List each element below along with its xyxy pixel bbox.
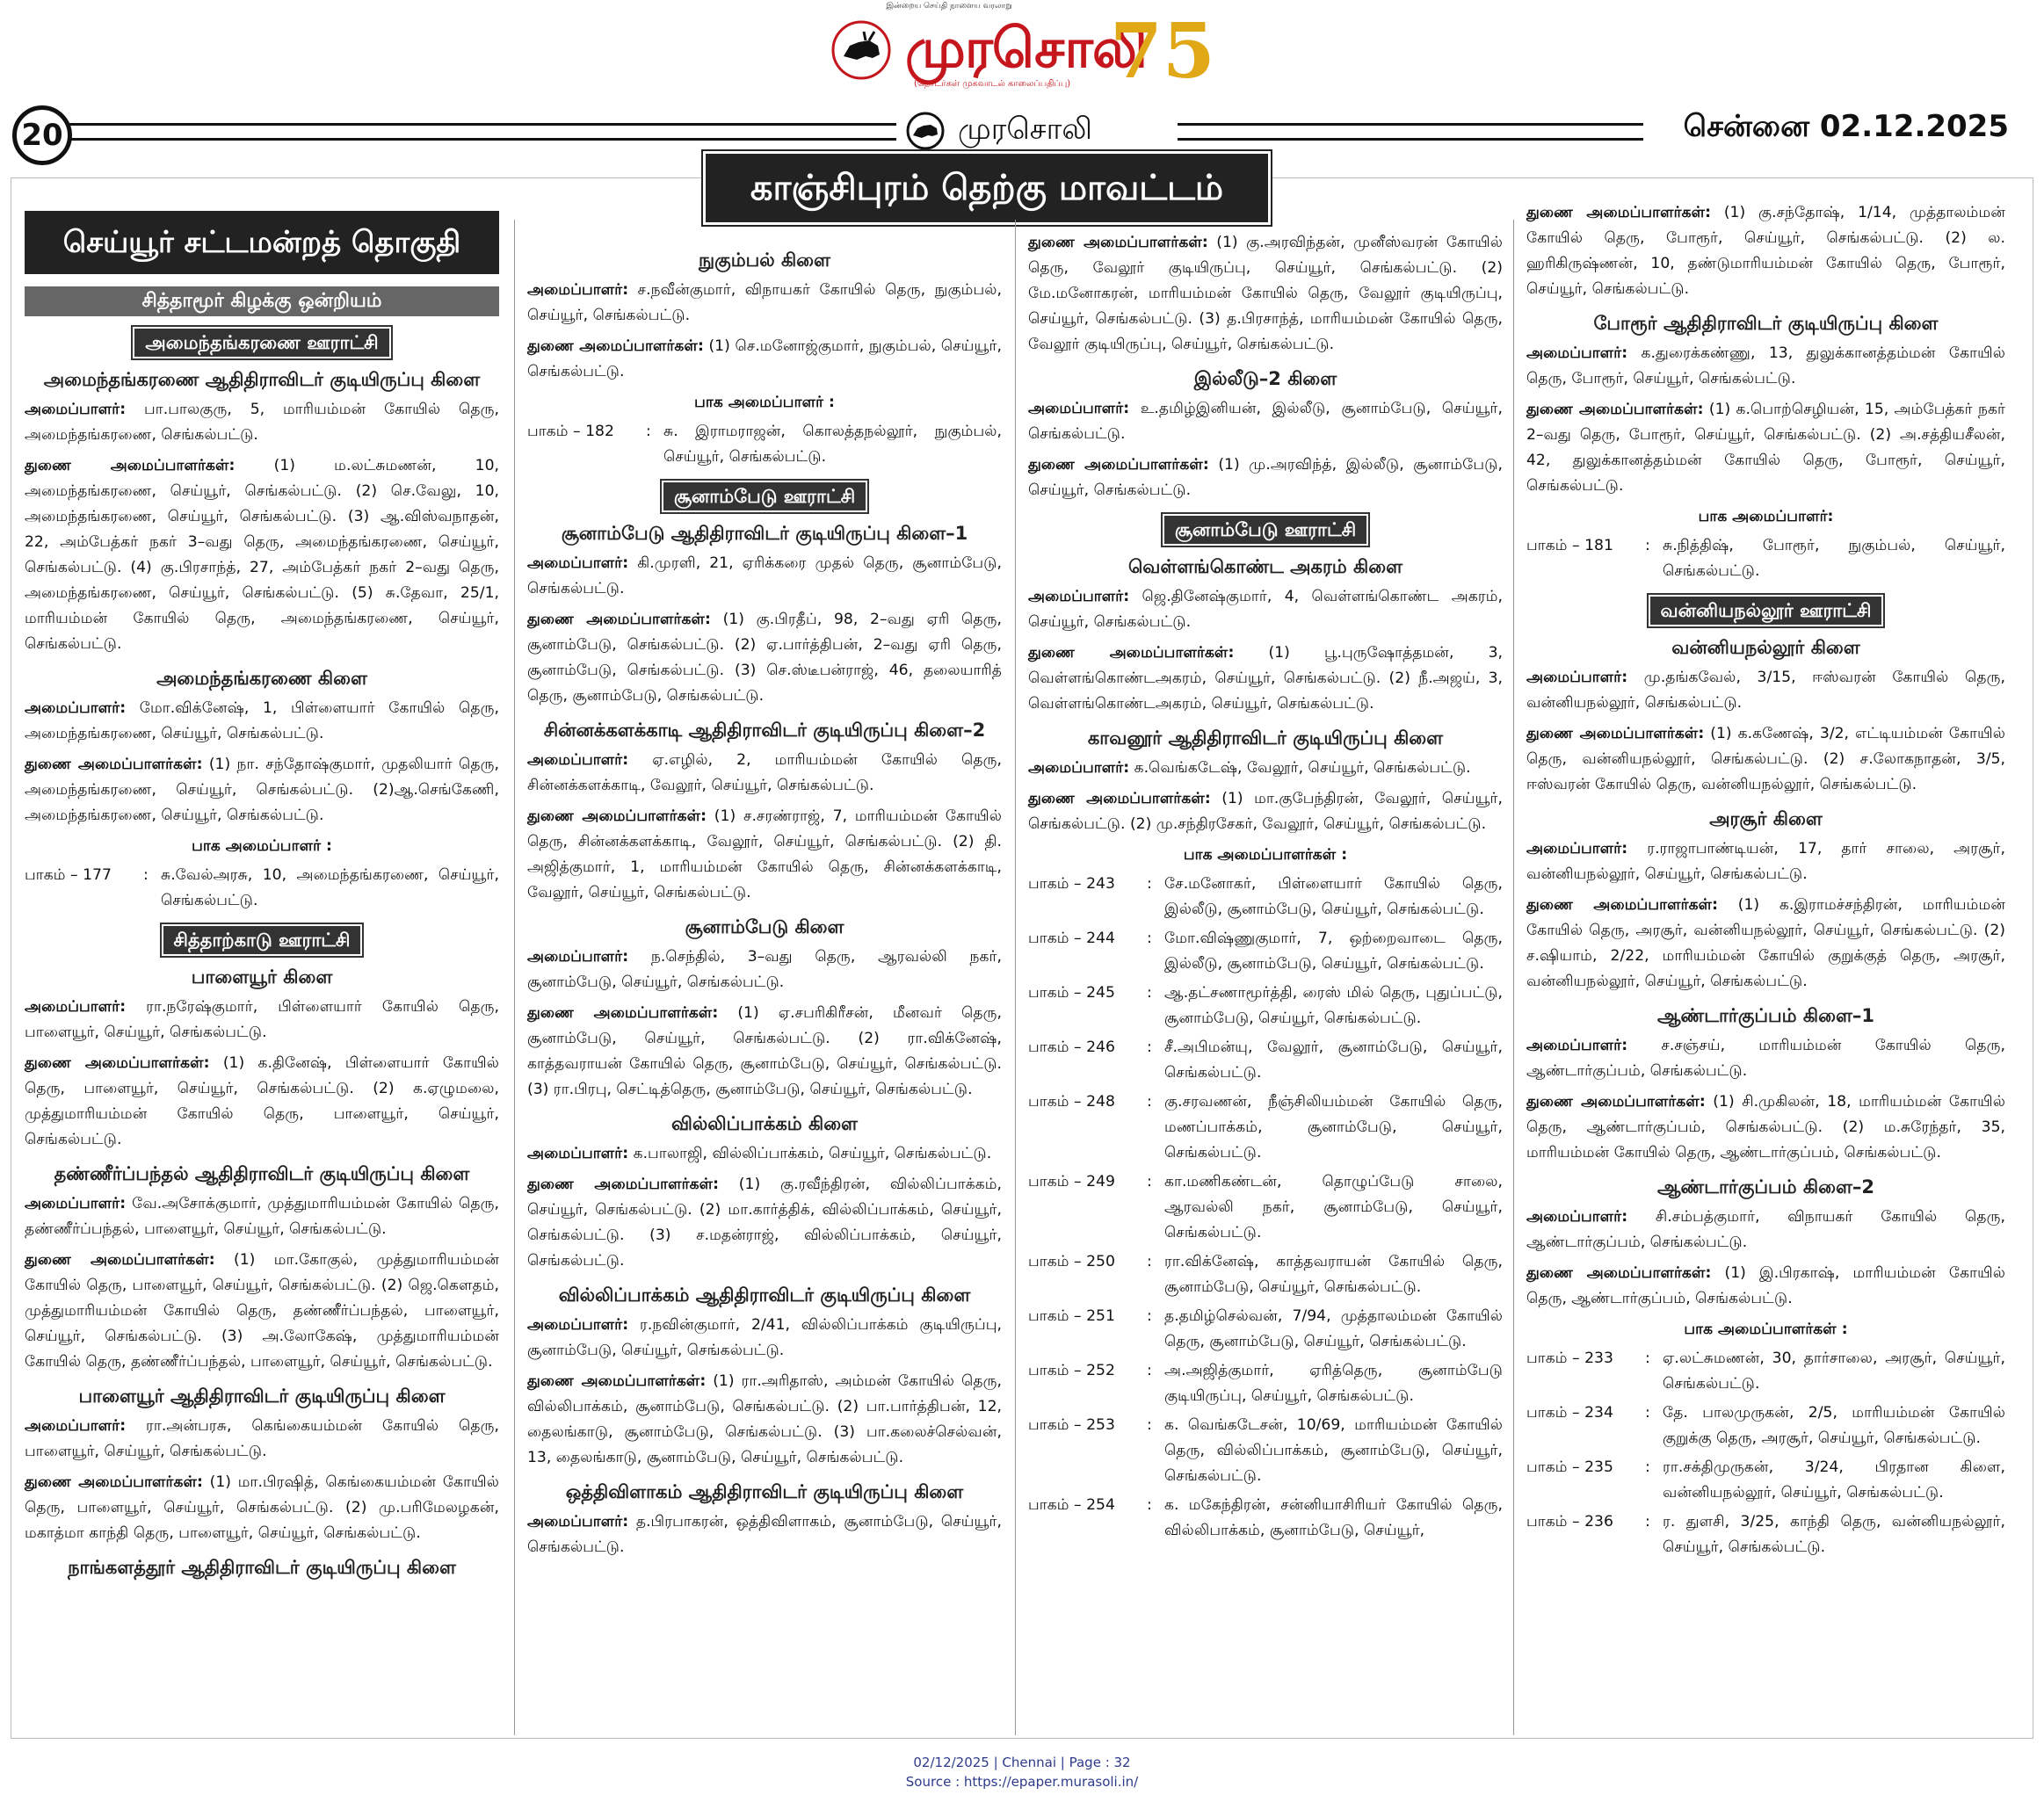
bull-emblem-icon (905, 111, 946, 151)
branch-title: வெள்ளங்கொண்ட அகரம் கிளை (1127, 556, 1403, 577)
deputy-organizers-entry: துணை அமைப்பாளர்கள்: (1) மு.அரவிந்த், இல்லீடு, சூனாம்பேடு, செய்யூர், செங்கல்பட்டு. (1028, 456, 1503, 499)
organizer-entry: அமைப்பாளர்: த.பிரபாகரன், ஒத்திவிளாகம், சூனாம்பேடு, செய்யூர், செங்கல்பட்டு. (527, 1513, 1002, 1556)
part-row: பாகம் – 235 : ரா.சக்திமுருகன், 3/24, பிரதான கிளை, வன்னியநல்லூர், செய்யூர், செங்கல்பட்டு. (1526, 1458, 2005, 1502)
organizer-entry: அமைப்பாளர்: ரா.நரேஷ்குமார், பிள்ளையார் கோயில் தெரு, பாளையூர், செய்யூர், செங்கல்பட்டு. (25, 998, 499, 1041)
branch-title: சூனாம்பேடு கிளை (685, 916, 844, 937)
page-header-bar (9, 105, 2035, 158)
organizer-entry: அமைப்பாளர்: ஜெ.தினேஷ்குமார், 4, வெள்ளங்கொண்ட அகரம், செய்யூர், செங்கல்பட்டு. (1028, 588, 1503, 631)
deputy-organizers-entry: துணை அமைப்பாளர்கள்: (1) ஏ.சபரிகிரீசன், மீனவர் தெரு, சூனாம்பேடு, செய்யூர், செங்கல்பட்டு. (2) ரா.விக்னேஷ், காத்தவராயன் கோயில் தெரு, சூனாம்பேடு, செய்யூர், செங்கல்பட்டு. (3) ரா.பிரபு, செட்டித்தெரு, சூனாம்பேடு, செய்யூர், செங்கல்பட்டு. (527, 1004, 1002, 1098)
bull-emblem-icon (830, 19, 892, 81)
part-row: பாகம் – 252 : அ.அஜித்குமார், ஏரித்தெரு, சூனாம்பேடு குடியிருப்பு, செய்யூர், செங்கல்பட்டு. (1028, 1362, 1503, 1405)
part-row: பாகம் – 181 : சு.நித்திஷ், போரூர், நுகும்பல், செய்யூர், செங்கல்பட்டு. (1526, 537, 2005, 580)
page-number: 20 (12, 105, 72, 165)
branch-title: அமைந்தங்கரணை கிளை (156, 668, 367, 689)
organizer-entry: அமைப்பாளர்: க.பாலாஜி, வில்லிப்பாக்கம், செய்யூர், செங்கல்பட்டு. (527, 1145, 992, 1162)
branch-title: இல்லீடு–2 கிளை (1193, 368, 1337, 389)
masthead-tagline: இன்றைய செய்தி நாளைய வரலாறு (886, 2, 1012, 11)
deputy-organizers-entry: துணை அமைப்பாளர்கள்: (1) மா.கோகுல், முத்துமாரியம்மன் கோயில் தெரு, பாளையூர், செய்யூர், செங்கல்பட்டு. (2) ஜெ.கௌதம், முத்துமாரியம்மன் கோயில் தெரு, தண்ணீர்ப்பந்தல், பாளையூர், செய்யூர், செங்கல்பட்டு. (3) அ.லோகேஷ், முத்துமாரியம்மன் கோயில் தெரு, தண்ணீர்ப்பந்தல், பாளையூர், செய்யூர், செங்கல்பட்டு. (25, 1251, 499, 1371)
district-title: காஞ்சிபுரம் தெற்கு மாவட்டம் (703, 151, 1271, 225)
organizer-entry: அமைப்பாளர்: ர.ராஜாபாண்டியன், 17, தார் சாலை, அரசூர், வன்னியநல்லூர், செய்யூர், செங்கல்பட்டு. (1526, 840, 2005, 883)
branch-title: தண்ணீர்ப்பந்தல் ஆதிதிராவிடர் குடியிருப்பு கிளை (54, 1163, 470, 1184)
column-divider (1015, 220, 1016, 1735)
branch-title: நுகும்பல் கிளை (699, 250, 830, 271)
deputy-organizers-entry: துணை அமைப்பாளர்கள்: (1) சி.முகிலன், 18, மாரியம்மன் கோயில் தெரு, ஆண்டார்குப்பம், செங்கல்பட்டு. (2) ம.சுரேந்தர், 35, மாரியம்மன் கோயில் தெரு, ஆண்டார்குப்பம், செங்கல்பட்டு. (1526, 1093, 2005, 1162)
part-row: பாகம் – 182 : சு. இராமராஜன், கொலத்தநல்லூர், நுகும்பல், செய்யூர், செங்கல்பட்டு. (527, 423, 1002, 466)
part-row: பாகம் – 249 : கா.மணிகண்டன், தொழுப்பேடு சாலை, ஆரவல்லி நகர், சூனாம்பேடு, செய்யூர், செங்கல்பட்டு. (1028, 1173, 1503, 1241)
organizer-entry: அமைப்பாளர்: ஏ.எழில், 2, மாரியம்மன் கோயில் தெரு, சின்னக்களக்காடி, வேலூர், செய்யூர், செங்கல்பட்டு. (527, 751, 1002, 794)
panchayat-tag: சூனாம்பேடு ஊராட்சி (662, 481, 867, 512)
panchayat-tag: சித்தாற்காடு ஊராட்சி (162, 924, 363, 956)
header-brand (905, 109, 1169, 153)
footer-source-link[interactable]: Source : https://epaper.murasoli.in/ (905, 1774, 1139, 1790)
organizer-entry: அமைப்பாளர்: ந.செந்தில், 3–வது தெரு, ஆரவல்லி நகர், சூனாம்பேடு, செய்யூர், செங்கல்பட்டு. (527, 948, 1002, 991)
deputy-organizers-entry: துணை அமைப்பாளர்கள்: (1) மா.பிரஷித், கெங்கையம்மன் கோயில் தெரு, பாளையூர், செய்யூர், செங்கல்பட்டு. (2) மு.பரிமேலழகன், மகாத்மா காந்தி தெரு, பாளையூர், செய்யூர், செங்கல்பட்டு. (25, 1473, 499, 1542)
deputy-organizers-entry: துணை அமைப்பாளர்கள்: (1) மா.குபேந்திரன், வேலூர், செய்யூர், செங்கல்பட்டு. (2) மு.சந்திரசேகர், வேலூர், செய்யூர், செங்கல்பட்டு. (1028, 790, 1503, 833)
page-footer (0, 1753, 2044, 1791)
deputy-organizers-entry: துணை அமைப்பாளர்கள்: (1) கு.அரவிந்தன், முனீஸ்வரன் கோயில் தெரு, வேலூர் குடியிருப்பு, செய்யூர், செங்கல்பட்டு. (2) மே.மனோகரன், மாரியம்மன் கோயில் தெரு, வேலூர் குடியிருப்பு, செய்யூர், செங்கல்பட்டு. (3) த.பிரசாந்த், மாரியம்மன் கோயில் தெரு, வேலூர் குடியிருப்பு, செய்யூர், செங்கல்பட்டு. (1028, 234, 1503, 353)
deputy-organizers-entry: துணை அமைப்பாளர்கள்: (1) கு.சந்தோஷ், 1/14, முத்தாலம்மன் கோயில் தெரு, போரூர், செய்யூர், செங்கல்பட்டு. (2) ல. ஹரிகிருஷ்ணன், 10, தண்டுமாரியம்மன் கோயில் தெரு, போரூர், செய்யூர், செங்கல்பட்டு. (1526, 204, 2005, 298)
column-2 (527, 239, 1002, 1566)
panchayat-tag: அமைந்தங்கரணை ஊராட்சி (133, 327, 390, 358)
deputy-organizers-entry: துணை அமைப்பாளர்கள்: (1) பூ.புருஷோத்தமன், 3, வெள்ளங்கொண்டஅகரம், செய்யூர், செங்கல்பட்டு. (2) நீ.அஜய், 3, வெள்ளங்கொண்டஅகரம், செய்யூர், செங்கல்பட்டு. (1028, 644, 1503, 713)
logo-wordmark: முரசொலி (905, 16, 1147, 80)
deputy-organizers-entry: துணை அமைப்பாளர்கள்: (1) ச.சரண்ராஜ், 7, மாரியம்மன் கோயில் தெரு, சின்னக்களக்காடி, வேலூர், செய்யூர், செங்கல்பட்டு. (2) தி. அஜித்குமார், 1, மாரியம்மன் கோயில் தெரு, சின்னக்களக்காடி, வேலூர், செய்யூர், செங்கல்பட்டு. (527, 807, 1002, 901)
masthead (0, 0, 2044, 101)
branch-title: வில்லிப்பாக்கம் ஆதிதிராவிடர் குடியிருப்பு கிளை (558, 1285, 971, 1306)
organizer-entry: அமைப்பாளர்: க.துரைக்கண்ணு, 13, துலுக்கானத்தம்மன் கோயில் தெரு, போரூர், செய்யூர், செங்கல்பட்டு. (1526, 344, 2005, 387)
part-row: பாகம் – 234 : தே. பாலமுருகன், 2/5, மாரியம்மன் கோயில் குறுக்கு தெரு, அரசூர், செய்யூர், செங்கல்பட்டு. (1526, 1404, 2005, 1447)
deputy-organizers-entry: துணை அமைப்பாளர்கள்: (1) கு.பிரதீப், 98, 2–வது ஏரி தெரு, சூனாம்பேடு, செங்கல்பட்டு. (2) ஏ.பார்த்திபன், 2–வது ஏரி தெரு, சூனாம்பேடு, செங்கல்பட்டு. (3) செ.ஸ்டீபன்ராஜ், 46, தலையாரித் தெரு, சூனாம்பேடு, செங்கல்பட்டு. (527, 611, 1002, 705)
part-organizer-heading: பாக அமைப்பாளர் : (192, 837, 332, 855)
part-row: பாகம் – 244 : மோ.விஷ்ணுகுமார், 7, ஒற்றைவாடை தெரு, இல்லீடு, சூனாம்பேடு, செய்யூர், செங்கல்பட்டு. (1028, 930, 1503, 973)
organizer-entry: அமைப்பாளர்: ச.சஞ்சய், மாரியம்மன் கோயில் தெரு, ஆண்டார்குப்பம், செங்கல்பட்டு. (1526, 1037, 2005, 1080)
branch-title: வில்லிப்பாக்கம் கிளை (670, 1113, 859, 1134)
part-row: பாகம் – 248 : கு.சரவணன், நீஞ்சிலியம்மன் கோயில் தெரு, மணப்பாக்கம், சூனாம்பேடு, செய்யூர், செங்கல்பட்டு. (1028, 1093, 1503, 1162)
header-brand-text: முரசொலி (958, 112, 1092, 147)
part-organizer-heading: பாக அமைப்பாளர்: (1698, 508, 1834, 525)
organizer-entry: அமைப்பாளர்: பா.பாலகுரு, 5, மாரியம்மன் கோயில் தெரு, அமைந்தங்கரணை, செங்கல்பட்டு. (25, 401, 499, 444)
part-row: பாகம் – 251 : த.தமிழ்செல்வன், 7/94, முத்தாலம்மன் கோயில் தெரு, சூனாம்பேடு, செய்யூர், செங்கல்பட்டு. (1028, 1307, 1503, 1350)
deputy-organizers-entry: துணை அமைப்பாளர்கள்: (1) இ.பிரகாஷ், மாரியம்மன் கோயில் தெரு, ஆண்டார்குப்பம், செங்கல்பட்டு. (1526, 1264, 2005, 1307)
part-row: பாகம் – 253 : க. வெங்கடேசன், 10/69, மாரியம்மன் கோயில் தெரு, வில்லிப்பாக்கம், சூனாம்பேடு, செய்யூர், செங்கல்பட்டு. (1028, 1416, 1503, 1485)
deputy-organizers-entry: துணை அமைப்பாளர்கள்: (1) க.தினேஷ், பிள்ளையார் கோயில் தெரு, பாளையூர், செய்யூர், செங்கல்பட்டு. (2) க.ஏழுமலை, முத்துமாரியம்மன் கோயில் தெரு, பாளையூர், செய்யூர், செங்கல்பட்டு. (25, 1054, 499, 1148)
branch-title: காவனூர் ஆதிதிராவிடர் குடியிருப்பு கிளை (1087, 727, 1444, 749)
deputy-organizers-entry: துணை அமைப்பாளர்கள்: (1) கு.ரவீந்திரன், வில்லிப்பாக்கம், செய்யூர், செங்கல்பட்டு. (2) மா.கார்த்திக், வில்லிப்பாக்கம், செய்யூர், செங்கல்பட்டு. (3) ச.மதன்ராஜ், வில்லிப்பாக்கம், செய்யூர், செங்கல்பட்டு. (527, 1176, 1002, 1270)
edition-city-date: சென்னை 02.12.2025 (1683, 109, 2009, 144)
organizer-entry: அமைப்பாளர்: சி.சம்பத்குமார், விநாயகர் கோயில் தெரு, ஆண்டார்குப்பம், செங்கல்பட்டு. (1526, 1208, 2005, 1251)
part-organizer-heading: பாக அமைப்பாளர்கள் : (1183, 846, 1348, 864)
part-organizer-heading: பாக அமைப்பாளர் : (694, 394, 835, 411)
branch-title: அரசூர் கிளை (1709, 808, 1823, 829)
constituency-title: செய்யூர் சட்டமன்றத் தொகுதி (25, 211, 499, 274)
logo-subtitle: (தொடர்கள் முகவாடல் காலைப்பதிப்பு) (914, 79, 1071, 89)
deputy-organizers-entry: துணை அமைப்பாளர்கள்: (1) ம.லட்சுமணன், 10, அமைந்தங்கரணை, செய்யூர், செங்கல்பட்டு. (2) செ.வேலு, 10, அமைந்தங்கரணை, செய்யூர், செங்கல்பட்டு. (3) ஆ.விஸ்வநாதன், 22, அம்பேத்கர் நகர் 3–வது தெரு, அமைந்தங்கரணை, செய்யூர், செங்கல்பட்டு. (4) கு.பிரசாந்த், 27, அம்பேத்கர் நகர் 2–வது தெரு, அமைந்தங்கரணை, செய்யூர், செங்கல்பட்டு. (5) சு.தேவா, 25/1, மாரியம்மன் கோயில் தெரு, அமைந்தங்கரணை, செய்யூர், செங்கல்பட்டு. (25, 457, 499, 653)
organizer-entry: அமைப்பாளர்: க.வெங்கடேஷ், வேலூர், செய்யூர், செங்கல்பட்டு. (1028, 759, 1471, 777)
part-row: பாகம் – 246 : சீ.அபிமன்யு, வேலூர், சூனாம்பேடு, செய்யூர், செங்கல்பட்டு. (1028, 1039, 1503, 1082)
part-row: பாகம் – 177 : சு.வேல்அரசு, 10, அமைந்தங்கரணை, செய்யூர், செங்கல்பட்டு. (25, 866, 499, 909)
deputy-organizers-entry: துணை அமைப்பாளர்கள்: (1) நா. சந்தோஷ்குமார், முதலியார் தெரு, அமைந்தங்கரணை, செய்யூர், செங்கல்பட்டு. (2)ஆ.செங்கேணி, அமைந்தங்கரணை, செய்யூர், செங்கல்பட்டு. (25, 756, 499, 824)
organizer-entry: அமைப்பாளர்: மோ.விக்னேஷ், 1, பிள்ளையார் கோயில் தெரு, அமைந்தங்கரணை, செய்யூர், செங்கல்பட்டு. (25, 699, 499, 742)
organizer-entry: அமைப்பாளர்: ர.நவின்குமார், 2/41, வில்லிப்பாக்கம் குடியிருப்பு, சூனாம்பேடு, செய்யூர், செங்கல்பட்டு. (527, 1316, 1002, 1359)
branch-title: போரூர் ஆதிதிராவிடர் குடியிருப்பு கிளை (1593, 313, 1939, 334)
union-band: சித்தாமூர் கிழக்கு ஒன்றியம் (25, 286, 499, 316)
part-row: பாகம் – 236 : ர. துளசி, 3/25, காந்தி தெரு, வன்னியநல்லூர், செய்யூர், செங்கல்பட்டு. (1526, 1513, 2005, 1556)
part-row: பாகம் – 250 : ரா.விக்னேஷ், காத்தவராயன் கோயில் தெரு, சூனாம்பேடு, செய்யூர், செங்கல்பட்டு. (1028, 1253, 1503, 1296)
murasoli-logo (830, 9, 1217, 97)
panchayat-tag: வன்னியநல்லூர் ஊராட்சி (1649, 595, 1884, 626)
deputy-organizers-entry: துணை அமைப்பாளர்கள்: (1) க.கணேஷ், 3/2, எட்டியம்மன் கோயில் தெரு, வன்னியநல்லூர், செங்கல்பட்டு. (2) ச.லோகநாதன், 3/5, ஈஸ்வரன் கோயில் தெரு, வன்னியநல்லூர், செங்கல்பட்டு. (1526, 725, 2005, 793)
branch-title: ஒத்திவிளாகம் ஆதிதிராவிடர் குடியிருப்பு கிளை (565, 1481, 964, 1502)
branch-title: பாளையூர் கிளை (191, 966, 333, 988)
column-3 (1028, 230, 1503, 1547)
footer-edition-line: 02/12/2025 | Chennai | Page : 32 (913, 1755, 1131, 1770)
part-row: பாகம் – 233 : ஏ.லட்சுமணன், 30, தார்சாலை, அரசூர், செய்யூர், செங்கல்பட்டு. (1526, 1350, 2005, 1393)
deputy-organizers-entry: துணை அமைப்பாளர்கள்: (1) க.பொற்செழியன், 15, அம்பேத்கர் நகர் 2–வது தெரு, போரூர், செய்யூர், செங்கல்பட்டு. (2) அ.சத்தியசீலன், 42, துலுக்கானத்தம்மன் கோயில் தெரு, போரூர், செய்யூர், செங்கல்பட்டு. (1526, 401, 2005, 495)
column-divider (514, 220, 515, 1735)
organizer-entry: அமைப்பாளர்: ரா.அன்பரசு, கெங்கையம்மன் கோயில் தெரு, பாளையூர், செய்யூர், செங்கல்பட்டு. (25, 1417, 500, 1460)
branch-title: ஆண்டார்குப்பம் கிளை–1 (1656, 1005, 1875, 1026)
column-4 (1526, 200, 2005, 1564)
deputy-organizers-entry: துணை அமைப்பாளர்கள்: (1) க.இராமச்சந்திரன், மாரியம்மன் கோயில் தெரு, அரசூர், வன்னியநல்லூர், செய்யூர், செங்கல்பட்டு. (2) ச.ஷியாம், 2/22, மாரியம்மன் கோயில் குறுக்குத் தெரு, அரசூர், வன்னியநல்லூர், செய்யூர், செங்கல்பட்டு. (1526, 896, 2005, 990)
organizer-entry: அமைப்பாளர்: உ.தமிழ்இனியன், இல்லீடு, சூனாம்பேடு, செய்யூர், செங்கல்பட்டு. (1028, 400, 1503, 443)
branch-title: பாளையூர் ஆதிதிராவிடர் குடியிருப்பு கிளை (78, 1386, 446, 1407)
deputy-organizers-entry: துணை அமைப்பாளர்கள்: (1) செ.மனோஜ்குமார், நுகும்பல், செய்யூர், செங்கல்பட்டு. (527, 337, 1002, 380)
branch-title: நாங்களத்தூர் ஆதிதிராவிடர் குடியிருப்பு கிளை (68, 1557, 456, 1578)
part-organizer-heading: பாக அமைப்பாளர்கள் : (1684, 1321, 1848, 1338)
branch-title: அமைந்தங்கரணை ஆதிதிராவிடர் குடியிருப்பு கிளை (43, 369, 481, 390)
part-row: பாகம் – 243 : சே.மனோகர், பிள்ளையார் கோயில் தெரு, இல்லீடு, சூனாம்பேடு, செய்யூர், செங்கல்பட்டு. (1028, 875, 1503, 918)
panchayat-tag: சூனாம்பேடு ஊராட்சி (1163, 514, 1368, 546)
column-1 (25, 195, 499, 1585)
column-divider (1513, 220, 1514, 1735)
part-row: பாகம் – 254 : க. மகேந்திரன், சன்னியாசிரியர் கோயில் தெரு, வில்லிபாக்கம், சூனாம்பேடு, செய்யூர், (1028, 1496, 1503, 1539)
branch-title: வன்னியநல்லூர் கிளை (1671, 637, 1860, 658)
organizer-entry: அமைப்பாளர்: மு.தங்கவேல், 3/15, ஈஸ்வரன் கோயில் தெரு, வன்னியநல்லூர், செங்கல்பட்டு. (1526, 669, 2005, 712)
branch-title: சூனாம்பேடு ஆதிதிராவிடர் குடியிருப்பு கிளை–1 (561, 523, 968, 544)
branch-title: சின்னக்களக்காடி ஆதிதிராவிடர் குடியிருப்பு கிளை–2 (543, 720, 986, 741)
organizer-entry: அமைப்பாளர்: வே.அசோக்குமார், முத்துமாரியம்மன் கோயில் தெரு, தண்ணீர்ப்பந்தல், பாளையூர், செய்யூர், செங்கல்பட்டு. (25, 1195, 499, 1238)
deputy-organizers-entry: துணை அமைப்பாளர்கள்: (1) ரா.அரிதாஸ், அம்மன் கோயில் தெரு, வில்லிபாக்கம், சூனாம்பேடு, செங்கல்பட்டு. (2) பா.பார்த்திபன், 12, தைலங்காடு, சூனாம்பேடு, செங்கல்பட்டு. (3) பா.கலைச்செல்வன், 13, தைலங்காடு, சூனாம்பேடு, செய்யூர், செங்கல்பட்டு. (527, 1372, 1002, 1466)
anniversary-75-badge: 75 (1110, 7, 1215, 96)
organizer-entry: அமைப்பாளர்: கி.முரளி, 21, ஏரிக்கரை முதல் தெரு, சூனாம்பேடு, செங்கல்பட்டு. (527, 554, 1002, 597)
organizer-entry: அமைப்பாளர்: ச.நவீன்குமார், விநாயகர் கோயில் தெரு, நுகும்பல், செய்யூர், செங்கல்பட்டு. (527, 281, 1002, 324)
branch-title: ஆண்டார்குப்பம் கிளை–2 (1656, 1176, 1875, 1198)
part-row: பாகம் – 245 : ஆ.தட்சணாமூர்த்தி, ரைஸ் மில் தெரு, புதுப்பட்டு, சூனாம்பேடு, செய்யூர், செங்கல்பட்டு. (1028, 984, 1503, 1027)
